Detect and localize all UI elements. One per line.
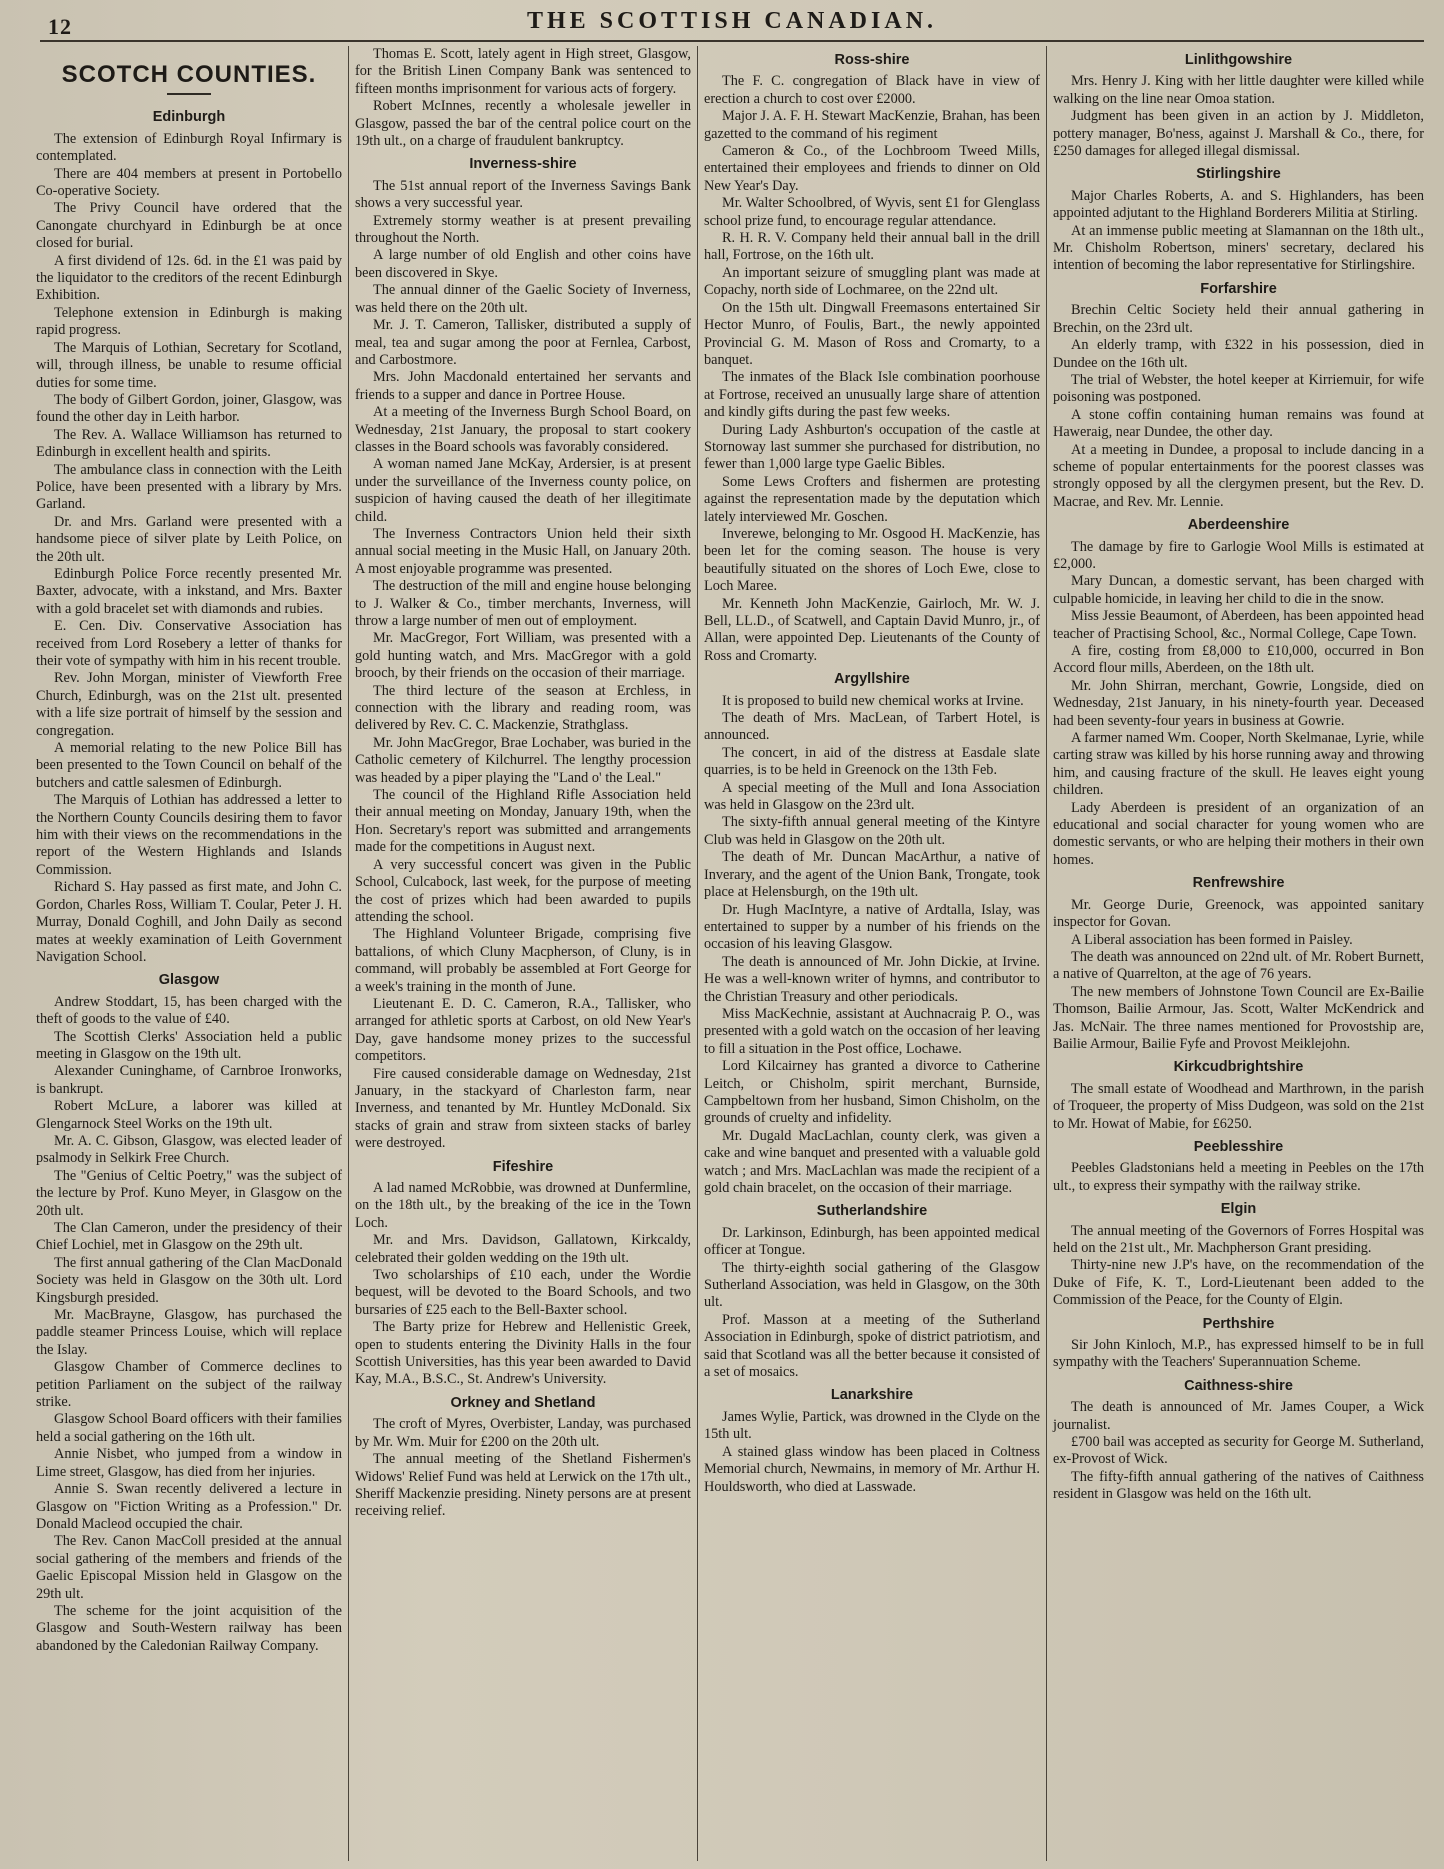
news-item: Prof. Masson at a meeting of the Sutherland Association in Edinburgh, spoke of district patriotism, and said that Scotland was all the better because it consisted of a set of mosaics.: [704, 1311, 1040, 1381]
news-item: The Highland Volunteer Brigade, comprising five battalions, of which Cluny Macpherson, of Cluny, is in command, will probably be assembled at Fort George for a week's training in the month of June.: [355, 926, 691, 995]
news-item: Robert McLure, a laborer was killed at Glengarnock Steel Works on the 19th ult.: [36, 1098, 342, 1132]
news-item: Alexander Cuninghame, of Carnbroe Ironworks, is bankrupt.: [36, 1063, 342, 1097]
news-item: Annie S. Swan recently delivered a lecture in Glasgow on "Fiction Writing as a Profession." Dr. Donald Macleod occupied the chair.: [36, 1481, 342, 1532]
news-item: The croft of Myres, Overbister, Landay, was purchased by Mr. Wm. Muir for £200 on the 20th ult.: [355, 1416, 691, 1450]
news-item: The Scottish Clerks' Association held a public meeting in Glasgow on the 19th ult.: [36, 1028, 342, 1062]
news-item: On the 15th ult. Dingwall Freemasons entertained Sir Hector Munro, of Foulis, Bart., the newly appointed Provincial G. M. Mason of Ross and Cromarty, to a banquet.: [704, 299, 1040, 368]
news-item: The Marquis of Lothian, Secretary for Scotland, will, through illness, be unable to resume official duties for some time.: [36, 339, 342, 391]
news-item: Rev. John Morgan, minister of Viewforth Free Church, Edinburgh, was on the 21st ult. presented with a life size portrait of himself by the session and congregation.: [36, 670, 342, 739]
news-item: Dr. and Mrs. Garland were presented with a handsome piece of silver plate by Leith Police, on the 20th ult.: [36, 513, 342, 565]
news-item: The annual dinner of the Gaelic Society of Inverness, was held there on the 20th ult.: [355, 282, 691, 316]
news-item: The third lecture of the season at Erchless, in connection with the library and reading room, was delivered by Rev. C. C. Mackenzie, Strathglass.: [355, 682, 691, 734]
news-item: The ambulance class in connection with the Leith Police, have been presented with a library by Mrs. Garland.: [36, 461, 342, 513]
news-item: The Inverness Contractors Union held their sixth annual social meeting in the Music Hall, on January 20th. A most enjoyable programme was presented.: [355, 525, 691, 577]
news-item: A large number of old English and other coins have been discovered in Skye.: [355, 247, 691, 281]
news-item: Mrs. Henry J. King with her little daughter were killed while walking on the line near Omoa station.: [1053, 73, 1424, 107]
news-item: Lady Aberdeen is president of an organization of an educational and social character for young women who are domestic servants, or who are helping their mothers in their own homes.: [1053, 799, 1424, 868]
news-item: James Wylie, Partick, was drowned in the Clyde on the 15th ult.: [704, 1408, 1040, 1443]
county-heading: Forfarshire: [1200, 280, 1277, 297]
news-item: Mr. MacBrayne, Glasgow, has purchased the paddle steamer Princess Louise, which will replace the Islay.: [36, 1307, 342, 1358]
news-item: Glasgow School Board officers with their families held a social gathering on the 16th ult.: [36, 1411, 342, 1445]
county-heading: Lanarkshire: [830, 1387, 914, 1404]
news-item: Extremely stormy weather is at present prevailing throughout the North.: [355, 212, 691, 247]
county-heading: Inverness-shire: [469, 156, 577, 173]
news-item: It is proposed to build new chemical works at Irvine.: [722, 692, 1024, 709]
news-item: Edinburgh Police Force recently presented Mr. Baxter, advocate, with a inkstand, and Mrs. Baxter with a gold bracelet set with diamonds and rubies.: [36, 565, 342, 617]
county-heading: Fifeshire: [492, 1158, 554, 1175]
news-item: The Clan Cameron, under the presidency of their Chief Lochiel, met in Glasgow on the 29th ult.: [36, 1220, 342, 1254]
news-item: Mary Duncan, a domestic servant, has been charged with culpable homicide, in leaving her child to die in the snow.: [1053, 573, 1424, 607]
news-item: A Liberal association has been formed in Paisley.: [1071, 931, 1353, 948]
news-item: Lord Kilcairney has granted a divorce to Catherine Leitch, or Chisholm, spirit merchant, Burnside, Campbeltown from her husband, Simon Chisholm, on the grounds of cruelty and infidelity.: [704, 1058, 1040, 1127]
news-item: Robert McInnes, recently a wholesale jeweller in Glasgow, passed the bar of the central police court on the 19th ult., on a charge of fraudulent bankruptcy.: [355, 98, 691, 150]
news-item: The fifty-fifth annual gathering of the natives of Caithness resident in Glasgow was held on the 16th ult.: [1053, 1468, 1424, 1503]
news-item: A stained glass window has been placed in Coltness Memorial church, Newmains, in memory of Mr. Arthur H. Houldsworth, who died at Lasswade.: [704, 1443, 1040, 1495]
news-item: A very successful concert was given in the Public School, Culcabock, last week, for the purpose of meeting the cost of prizes which had been awarded to pupils attending the school.: [355, 856, 691, 925]
news-item: Mr. J. T. Cameron, Tallisker, distributed a supply of meal, tea and sugar among the poor at Fernlea, Carbost, and Carbostmore.: [355, 317, 691, 368]
news-item: A first dividend of 12s. 6d. in the £1 was paid by the liquidator to the creditors of the recent Edinburgh Exhibition.: [36, 252, 342, 304]
news-item: An elderly tramp, with £322 in his possession, died in Dundee on the 16th ult.: [1053, 337, 1424, 371]
news-item: The trial of Webster, the hotel keeper at Kirriemuir, for wife poisoning was postponed.: [1053, 371, 1424, 406]
news-item: The inmates of the Black Isle combination poorhouse at Fortrose, received an unusually large share of attention and kindly gifts during the past few weeks.: [704, 369, 1040, 421]
news-item: There are 404 members at present in Portobello Co-operative Society.: [36, 165, 342, 200]
news-item: The death of Mrs. MacLean, of Tarbert Hotel, is announced.: [704, 710, 1040, 744]
news-item: A lad named McRobbie, was drowned at Dunfermline, on the 18th ult., by the breaking of the ice in the Town Loch.: [355, 1180, 691, 1231]
news-item: Mr. A. C. Gibson, Glasgow, was elected leader of psalmody in Selkirk Free Church.: [36, 1132, 342, 1167]
news-item: The F. C. congregation of Black have in view of erection a church to cost over £2000.: [704, 73, 1040, 107]
news-item: The death was announced on 22nd ult. of Mr. Robert Burnett, a native of Quarrelton, at the age of 76 years.: [1053, 948, 1424, 983]
news-item: Judgment has been given in an action by J. Middleton, pottery manager, Bo'ness, against J. Marshall & Co., there, for £250 damages for alleged illegal dismissal.: [1053, 108, 1424, 160]
news-item: Cameron & Co., of the Lochbroom Tweed Mills, entertained their employees and friends to dinner on Old New Year's Day.: [704, 143, 1040, 194]
news-item: The council of the Highland Rifle Association held their annual meeting on Monday, January 19th, when the Hon. Secretary's report was submitted and arrangements made for the competitions in August next.: [355, 787, 691, 856]
column-4: [1046, 46, 1430, 1861]
news-item: The "Genius of Celtic Poetry," was the subject of the lecture by Prof. Kuno Meyer, in Glasgow on the 20th ult.: [36, 1167, 342, 1219]
county-heading: Aberdeenshire: [1187, 517, 1290, 534]
county-heading: Caithness-shire: [1184, 1377, 1293, 1394]
county-heading: Renfrewshire: [1192, 875, 1285, 892]
county-heading: Ross-shire: [834, 52, 910, 68]
news-item: Telephone extension in Edinburgh is making rapid progress.: [36, 304, 342, 339]
news-item: The first annual gathering of the Clan MacDonald Society was held in Glasgow on the 30th ult. Lord Kingsburgh presided.: [36, 1254, 342, 1306]
news-item: Peebles Gladstonians held a meeting in Peebles on the 17th ult., to express their sympathy with the railway strike.: [1053, 1160, 1424, 1194]
news-item: Dr. Larkinson, Edinburgh, has been appointed medical officer at Tongue.: [704, 1224, 1040, 1259]
news-item: The body of Gilbert Gordon, joiner, Glasgow, was found the other day in Leith harbor.: [36, 391, 342, 426]
news-item: A woman named Jane McKay, Ardersier, is at present under the surveillance of the Inverness county police, on suspicion of having caused the death of her illegitimate child.: [355, 456, 691, 525]
news-item: The Marquis of Lothian has addressed a letter to the Northern County Councils desiring them to favor him with their views on the recommendations in the report of the Western Highlands and Islands Commission.: [36, 792, 342, 878]
column-2: [348, 46, 697, 1861]
news-item: The death is announced of Mr. John Dickie, at Irvine. He was a well-known writer of hymns, and contributor to the Christian Treasury and other periodicals.: [704, 953, 1040, 1005]
news-item: At an immense public meeting at Slamannan on the 18th ult., Mr. Chisholm Robertson, miners' secretary, declared his intention of becoming the labor representative for Stirlingshire.: [1053, 222, 1424, 274]
news-item: The death is announced of Mr. James Couper, a Wick journalist.: [1053, 1399, 1424, 1433]
news-item: Major J. A. F. H. Stewart MacKenzie, Brahan, has been gazetted to the command of his regiment: [704, 108, 1040, 142]
page-number: 12: [48, 14, 72, 39]
news-item: Some Lews Crofters and fishermen are protesting against the representation made by the deputation which lately interviewed Mr. Goschen.: [704, 473, 1040, 525]
news-item: Mr. Walter Schoolbred, of Wyvis, sent £1 for Glenglass school prize fund, to encourage regular attendance.: [704, 195, 1040, 229]
news-item: The death of Mr. Duncan MacArthur, a native of Inverary, and the agent of the Union Bank, Trongate, took place at Helensburgh, on the 19th ult.: [704, 849, 1040, 901]
news-item: Thomas E. Scott, lately agent in High street, Glasgow, for the British Linen Company Bank was sentenced to fifteen months imprisonment for various acts of forgery.: [355, 46, 691, 97]
news-item: The 51st annual report of the Inverness Savings Bank shows a very successful year.: [355, 177, 691, 212]
county-heading: Orkney and Shetland: [450, 1394, 596, 1411]
news-item: Inverewe, belonging to Mr. Osgood H. MacKenzie, has been let for the coming season. The house is very beautifully situated on the shores of Loch Ewe, close to Loch Maree.: [704, 525, 1040, 595]
news-item: The sixty-fifth annual general meeting of the Kintyre Club was held in Glasgow on the 20th ult.: [704, 814, 1040, 848]
news-item: The scheme for the joint acquisition of the Glasgow and South-Western railway has been abandoned by the Caledonian Railway Company.: [36, 1602, 342, 1654]
news-item: Two scholarships of £10 each, under the Wordie bequest, will be devoted to the Board Schools, and two bursaries of £25 each to the Bell-Baxter school.: [355, 1267, 691, 1318]
news-item: The damage by fire to Garlogie Wool Mills is estimated at £2,000.: [1053, 538, 1424, 572]
news-item: A memorial relating to the new Police Bill has been presented to the Town Council on behalf of the butchers and cattle salesmen of Edinburgh.: [36, 740, 342, 791]
news-item: £700 bail was accepted as security for George M. Sutherland, ex-Provost of Wick.: [1053, 1434, 1424, 1468]
news-item: Mr. and Mrs. Davidson, Gallatown, Kirkcaldy, celebrated their golden wedding on the 19th ult.: [355, 1232, 691, 1266]
county-heading: Argyllshire: [834, 671, 910, 688]
news-item: The Rev. A. Wallace Williamson has returned to Edinburgh in excellent health and spirits.: [36, 426, 342, 461]
news-item: The small estate of Woodhead and Marthrown, in the parish of Troqueer, the property of Miss Dudgeon, was sold on the 21st to Mr. Howat of Mabie, for £6250.: [1053, 1080, 1424, 1132]
news-item: Lieutenant E. D. C. Cameron, R.A., Tallisker, who arranged for athletic sports at Carbost, on old New Year's Day, gave handsome money prizes to the successful competitors.: [355, 995, 691, 1065]
news-item: Annie Nisbet, who jumped from a window in Lime street, Glasgow, has died from her injuries.: [36, 1446, 342, 1480]
news-item: Miss MacKechnie, assistant at Auchnacraig P. O., was presented with a gold watch on the occasion of her leaving to fill a situation in the Post office, Lochawe.: [704, 1005, 1040, 1057]
news-item: Mr. John Shirran, merchant, Gowrie, Longside, died on Wednesday, 21st January, in his ninety-fourth year. Deceased had been seventy-four years in business at Gowrie.: [1053, 677, 1424, 729]
news-item: Dr. Hugh MacIntyre, a native of Ardtalla, Islay, was entertained to supper by a number of his friends on the occasion of his leaving Glasgow.: [704, 901, 1040, 953]
news-item: At a meeting in Dundee, a proposal to include dancing in a scheme of popular entertainments for the poorest classes was strongly opposed by all the clergymen present, but the Rev. D. Macrae, and Rev. Mr. Lennie.: [1053, 441, 1424, 510]
news-item: The Privy Council have ordered that the Canongate churchyard in Edinburgh be at once closed for burial.: [36, 200, 342, 252]
news-item: During Lady Ashburton's occupation of the castle at Stornoway last summer she purchased for distribution, no fewer than 1,000 large type Gaelic Bibles.: [704, 421, 1040, 473]
news-item: R. H. R. V. Company held their annual ball in the drill hall, Fortrose, on the 16th ult.: [704, 230, 1040, 264]
county-heading: Sutherlandshire: [816, 1203, 928, 1220]
news-item: The annual meeting of the Governors of Forres Hospital was held on the 21st ult., Mr. Machpherson Grant presiding.: [1053, 1222, 1424, 1256]
news-item: The Barty prize for Hebrew and Hellenistic Greek, open to students entering the Divinity Halls in the four Scottish Universities, has this year been awarded to David Kay, M.A., B.S.C., St. Andrew's University.: [355, 1319, 691, 1388]
news-item: The annual meeting of the Shetland Fishermen's Widows' Relief Fund was held at Lerwick on the 17th ult., Sheriff Mackenzie presiding. Ninety persons are at present receiving relief.: [355, 1451, 691, 1520]
news-item: Mr. John MacGregor, Brae Lochaber, was buried in the Catholic cemetery of Kilchurrel. The lengthy procession was headed by a piper playing the "Land o' the Leal.": [355, 734, 691, 786]
news-item: Mr. Dugald MacLachlan, county clerk, was given a cake and wine banquet and presented with a valuable gold watch ; and Mrs. MacLachlan was made the recipient of a gold chain bracelet, on the occasion of their marriage.: [704, 1127, 1040, 1196]
news-item: A farmer named Wm. Cooper, North Skelmanae, Lyrie, while carting straw was killed by his horse running away and throwing him, and causing fracture of the skull. He leaves eight young children.: [1053, 730, 1424, 799]
masthead: [40, 6, 1424, 42]
county-heading: Stirlingshire: [1196, 166, 1281, 183]
county-heading: Kirkcudbrightshire: [1173, 1059, 1304, 1076]
county-heading: Perthshire: [1202, 1315, 1275, 1332]
title-rule: [167, 93, 211, 95]
news-item: Richard S. Hay passed as first mate, and John C. Gordon, Charles Ross, William T. Coular, Peter J. H. Murray, Donald Coghill, and John Daily as second mates at weekly examination of Leith Government Navigation School.: [36, 879, 342, 965]
news-item: The destruction of the mill and engine house belonging to J. Walker & Co., timber merchants, Inverness, will throw a large number of men out of employment.: [355, 578, 691, 629]
news-item: Major Charles Roberts, A. and S. Highlanders, has been appointed adjutant to the Highland Borderers Militia at Stirling.: [1053, 187, 1424, 222]
county-heading: Glasgow: [158, 972, 220, 989]
news-item: The extension of Edinburgh Royal Infirmary is contemplated.: [36, 130, 342, 165]
column-1: [30, 46, 348, 1861]
news-item: Fire caused considerable damage on Wednesday, 21st January, in the stackyard of Charleston farm, near Inverness, and tenanted by Mr. Huntley McDonald. Six stacks of grain and straw from sixteen stacks of barley were destroyed.: [355, 1065, 691, 1152]
news-item: E. Cen. Div. Conservative Association has received from Lord Rosebery a letter of thanks for their vote of sympathy with him in his recent trouble.: [36, 618, 342, 669]
news-item: An important seizure of smuggling plant was made at Copachy, north side of Lochmaree, on the 22nd ult.: [704, 264, 1040, 299]
news-item: Miss Jessie Beaumont, of Aberdeen, has been appointed head teacher of Practising School, &c., Normal College, Cape Town.: [1053, 608, 1424, 642]
news-item: Mr. George Durie, Greenock, was appointed sanitary inspector for Govan.: [1053, 896, 1424, 931]
county-heading: Edinburgh: [152, 109, 226, 126]
news-item: The Rev. Canon MacColl presided at the annual social gathering of the members and friends of the Gaelic Episcopal Mission held in Glasgow on the 29th ult.: [36, 1533, 342, 1602]
news-item: Sir John Kinloch, M.P., has expressed himself to be in full sympathy with the Teachers' Superannuation Scheme.: [1053, 1337, 1424, 1371]
news-item: A fire, costing from £8,000 to £10,000, occurred in Bon Accord flour mills, Aberdeen, on the 18th ult.: [1053, 643, 1424, 677]
news-item: Mr. MacGregor, Fort William, was presented with a gold hunting watch, and Mrs. MacGregor with a gold brooch, by their friends on the occasion of their marriage.: [355, 630, 691, 682]
news-item: The concert, in aid of the distress at Easdale slate quarries, is to be held in Greenock on the 13th Feb.: [704, 744, 1040, 779]
news-item: Andrew Stoddart, 15, has been charged with the theft of goods to the value of £40.: [36, 993, 342, 1028]
news-item: At a meeting of the Inverness Burgh School Board, on Wednesday, 21st January, the proposal to start cookery classes in the Board schools was favorably considered.: [355, 404, 691, 455]
news-item: The thirty-eighth social gathering of the Glasgow Sutherland Association, was held in Glasgow, on the 30th ult.: [704, 1259, 1040, 1311]
news-item: Brechin Celtic Society held their annual gathering in Brechin, on the 23rd ult.: [1053, 302, 1424, 336]
news-item: Thirty-nine new J.P's have, on the recommendation of the Duke of Fife, K. T., Lord-Lieutenant been added to the Commission of the Peace, for the County of Elgin.: [1053, 1257, 1424, 1309]
newspaper-title: THE SCOTTISH CANADIAN.: [526, 8, 938, 34]
county-heading: Linlithgowshire: [1184, 52, 1293, 68]
county-heading: Elgin: [1220, 1201, 1257, 1218]
news-item: A stone coffin containing human remains was found at Haweraig, near Dundee, the other day.: [1053, 406, 1424, 441]
county-heading: Peeblesshire: [1193, 1138, 1284, 1155]
column-3: [697, 46, 1046, 1861]
news-item: Glasgow Chamber of Commerce declines to petition Parliament on the subject of the railway strike.: [36, 1359, 342, 1411]
news-item: The new members of Johnstone Town Council are Ex-Bailie Thomson, Bailie Armour, Jas. Scott, Walter McKendrick and Jas. McNair. The three names mentioned for Provostship are, Bailie Armour, Bailie Fyfe and Provost Meiklejohn.: [1053, 983, 1424, 1052]
news-item: Mrs. John Macdonald entertained her servants and friends to a supper and dance in Portree House.: [355, 369, 691, 403]
section-title: SCOTCH COUNTIES.: [61, 61, 317, 88]
news-item: A special meeting of the Mull and Iona Association was held in Glasgow on the 23rd ult.: [704, 779, 1040, 814]
news-item: Mr. Kenneth John MacKenzie, Gairloch, Mr. W. J. Bell, LL.D., of Scatwell, and Captain David Munro, jr., of Allan, were appointed Dep. Lieutenants of the County of Ross and Cromarty.: [704, 595, 1040, 664]
